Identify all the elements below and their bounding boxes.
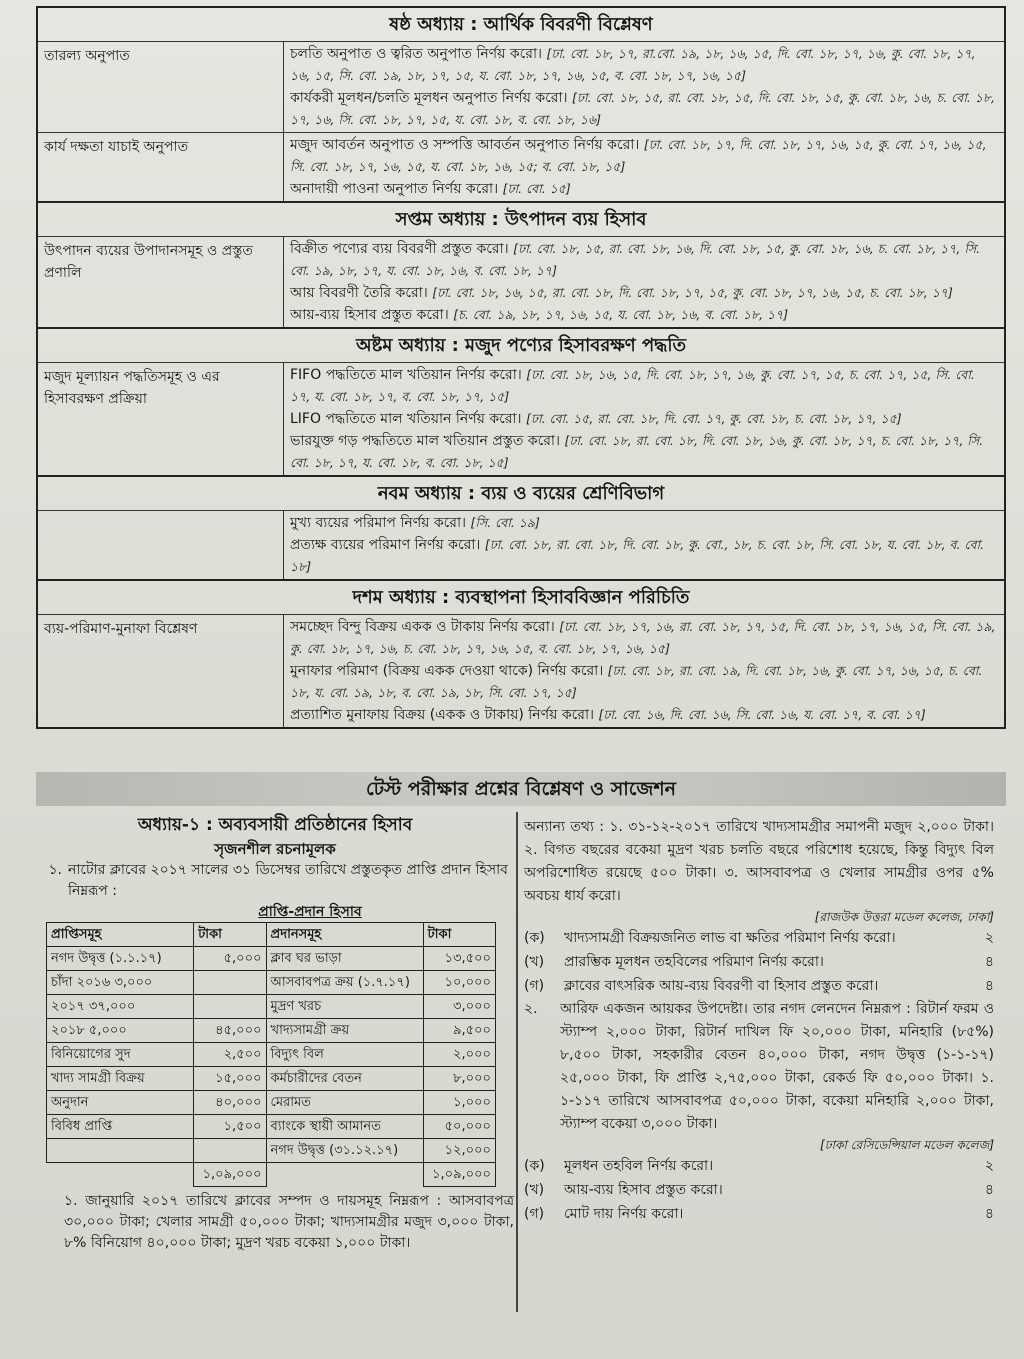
sub-question <box>524 974 994 998</box>
column-header: প্রদানসমূহ <box>266 923 423 947</box>
question-line: আয় বিবরণী তৈরি করো। [ঢা. বো. ১৮, ১৬, ১৫, রা. বো. ১৮, দি. বো. ১৮, ১৭, ১৫, কু. বো. ১৮, ১৭, ১৬, ১৫, চ. বো. ১৮, ১৭] <box>290 285 953 301</box>
chapter-10-title: দশম অধ্যায় : ব্যবস্থাপনা হিসাববিজ্ঞান পরিচিতি <box>38 579 1004 614</box>
marks: ৪ <box>984 1182 994 1198</box>
payment-item: বিদ্যুৎ বিল <box>266 1043 423 1067</box>
receipt-item: ২০১৮ ৫,০০০ <box>47 1019 194 1043</box>
chapter-heading: অধ্যায়-১ : অব্যবসায়ী প্রতিষ্ঠানের হিসাব <box>137 815 413 835</box>
questions-cell <box>284 511 1004 579</box>
question-line: কার্যকরী মূলধন/চলতি মূলধন অনুপাত নির্ণয় করো। [ঢা. বো. ১৮, ১৫, রা. বো. ১৮, ১৫, দি. বো. ১৮, ১৫, কু. বো. ১৮, ১৬, চ. বো. ১৮, ১৭, ১৬, সি. বো. ১৮, ১৭, ১৫, য. বো. ১৮, ব. বো. ১৮, ১৬] <box>290 90 995 127</box>
payment-amount: ৫০,০০০ <box>423 1115 495 1139</box>
question-line: প্রত্যক্ষ ব্যয়ের পরিমাণ নির্ণয় করো। [ঢা. বো. ১৮, রা. বো. ১৮, দি. বো. ১৮, কু. বো., ১৮, চ. বো. ১৮, সি. বো. ১৮, য. বো. ১৮, ব. বো. ১৮] <box>290 537 985 574</box>
sub-question-label: (খ) <box>524 1182 545 1198</box>
payment-item: আসবাবপত্র ক্রয় (১.৭.১৭) <box>266 971 423 995</box>
column-divider <box>516 812 518 1312</box>
payment-amount: ১২,০০০ <box>423 1139 495 1163</box>
syllabus-table <box>36 6 1006 729</box>
marks: ৪ <box>984 1206 994 1222</box>
table-row <box>47 1067 496 1091</box>
question-line: FIFO পদ্ধতিতে মাল খতিয়ান নির্ণয় করো। [ঢা. বো. ১৮, ১৬, ১৫, দি. বো. ১৮, ১৭, ১৬, কু. বো. ১৭, ১৫, চ. বো. ১৭, ১৫, সি. বো. ১৭, য. বো. ১৮, ১৭, ব. বো. ১৮, ১৭, ১৫] <box>290 367 975 404</box>
question-line: সমচ্ছেদ বিন্দু বিক্রয় একক ও টাকায় নির্ণয় করো। [ঢা. বো. ১৮, ১৭, ১৬, রা. বো. ১৮, ১৭, ১৫, দি. বো. ১৮, ১৭, ১৬, ১৫, সি. বো. ১৯, কু. বো. ১৮, ১৭, ১৬, চ. বো. ১৮, ১৭, ১৬, ১৫, ব. বো. ১৮, ১৭, ১৬, ১৫] <box>290 619 996 656</box>
question-line: ভারযুক্ত গড় পদ্ধতিতে মাল খতিয়ান প্রস্তুত করো। [ঢা. বো. ১৮, রা. বো. ১৮, দি. বো. ১৮, ১৬, কু. বো. ১৮, ১৭, চ. বো. ১৮, ১৭, সি. বো. ১৮, ১৭, য. বো. ১৮, ব. বো. ১৮, ১৫] <box>290 433 984 470</box>
sub-question-text: ক্লাবের বাৎসরিক আয়-ব্যয় বিবরণী বা হিসাব প্রস্তুত করো। <box>564 978 879 994</box>
sub-question-label: (গ) <box>524 1206 545 1222</box>
sub-question-text: মোট দায় নির্ণয় করো। <box>564 1206 684 1222</box>
receipt-item: নগদ উদ্বৃত্ত (১.১.১৭) <box>47 947 194 971</box>
chapter-7-row-1 <box>38 236 1004 327</box>
chapter-9-row-1 <box>38 510 1004 579</box>
payment-item: মেরামত <box>266 1091 423 1115</box>
chapter-8-title: অষ্টম অধ্যায় : মজুদ পণ্যের হিসাবরক্ষণ পদ্ধতি <box>38 327 1004 362</box>
table-total-row <box>47 1163 496 1187</box>
question-intro: নাটোর ক্লাবের ২০১৭ সালের ৩১ ডিসেম্বর তারিখে প্রস্তুতকৃত প্রাপ্তি প্রদান হিসাব নিম্নরূপ : <box>68 862 508 899</box>
institution-source: [ঢাকা রেসিডেন্সিয়াল মডেল কলেজ] <box>820 1138 994 1152</box>
question-line: LIFO পদ্ধতিতে মাল খতিয়ান নির্ণয় করো। [ঢা. বো. ১৫, রা. বো. ১৮, দি. বো. ১৭, কু. বো. ১৮, চ. বো. ১৮, ১৭, ১৫] <box>290 411 902 427</box>
question-1 <box>36 860 514 902</box>
payment-amount: ৯,৫০০ <box>423 1019 495 1043</box>
question-line: আয়-ব্যয় হিসাব প্রস্তুত করো। [চ. বো. ১৯, ১৮, ১৭, ১৬, ১৫, য. বো. ১৮, ১৬, ব. বো. ১৮, ১৭] <box>290 307 789 323</box>
topic-cell: তারল্য অনুপাত <box>38 42 284 132</box>
table-row <box>47 947 496 971</box>
questions-cell <box>284 237 1004 327</box>
chapter-6-row-2 <box>38 132 1004 201</box>
sub-question-text: মূলধন তহবিল নির্ণয় করো। <box>564 1158 714 1174</box>
table-row <box>47 1139 496 1163</box>
receipt-item: অনুদান <box>47 1091 194 1115</box>
questions-cell <box>284 363 1004 475</box>
question-line: অনাদায়ী পাওনা অনুপাত নির্ণয় করো। [ঢা. বো. ১৫] <box>290 181 571 197</box>
payment-amount: ৮,০০০ <box>423 1067 495 1091</box>
payment-amount: ১০,০০০ <box>423 971 495 995</box>
receipt-item: বিবিধ প্রাপ্তি <box>47 1115 194 1139</box>
receipt-amount <box>194 971 266 995</box>
table-row <box>47 971 496 995</box>
marks: ২ <box>984 1158 994 1174</box>
sub-question <box>524 926 994 950</box>
receipt-amount <box>194 995 266 1019</box>
payment-amount: ২,০০০ <box>423 1043 495 1067</box>
total-payments: ১,০৯,০০০ <box>423 1163 495 1187</box>
receipt-item: খাদ্য সামগ্রী বিক্রয় <box>47 1067 194 1091</box>
table-caption: প্রাপ্তি-প্রদান হিসাব <box>258 904 362 920</box>
sub-question-label: (খ) <box>524 954 545 970</box>
questions-cell <box>284 133 1004 201</box>
question-line: মজুদ আবর্তন অনুপাত ও সম্পত্তি আবর্তন অনুপাত নির্ণয় করো। [ঢা. বো. ১৮, ১৭, দি. বো. ১৮, ১৭, ১৬, ১৫, কু. বো. ১৭, ১৬, ১৫, সি. বো. ১৮, ১৭, ১৬, ১৫, য. বো. ১৮, ১৬, ১৫; ব. বো. ১৮, ১৫] <box>290 137 987 174</box>
chapter-7-title: সপ্তম অধ্যায় : উৎপাদন ব্যয় হিসাব <box>38 201 1004 236</box>
table-row <box>47 995 496 1019</box>
receipt-item: ২০১৭ ৩৭,০০০ <box>47 995 194 1019</box>
chapter-8-row-1 <box>38 362 1004 475</box>
sub-question <box>524 1178 994 1202</box>
topic-cell: মজুদ মূল্যায়ন পদ্ধতিসমূহ ও এর হিসাবরক্ষণ প্রক্রিয়া <box>38 363 284 475</box>
sub-question-label: (ক) <box>524 1158 545 1174</box>
question-line: মুখ্য ব্যয়ের পরিমাপ নির্ণয় করো। [সি. বো. ১৯] <box>290 515 540 531</box>
sub-question-text: প্রারম্ভিক মূলধন তহবিলের পরিমাণ নির্ণয় করো। <box>564 954 824 970</box>
question-line: চলতি অনুপাত ও ত্বরিত অনুপাত নির্ণয় করো। [ঢা. বো. ১৮, ১৭, রা.বো. ১৯, ১৮, ১৬, ১৫, দি. বো. ১৮, ১৭, ১৬, কু. বো. ১৮, ১৭, ১৬, ১৫, সি. বো. ১৯, ১৮, ১৭, ১৫, য. বো. ১৮, ১৭, ১৬, ১৫, ব. বো. ১৮, ১৭, ১৬, ১৫] <box>290 46 976 83</box>
table-row <box>47 1115 496 1139</box>
question-line: বিক্রীত পণ্যের ব্যয় বিবরণী প্রস্তুত করো। [ঢা. বো. ১৮, ১৫, রা. বো. ১৮, ১৬, দি. বো. ১৮, ১৫, কু. বো. ১৮, ১৬, চ. বো. ১৮, ১৭, সি. বো. ১৯, ১৮, ১৭, য. বো. ১৮, ১৬, ব. বো. ১৮, ১৭] <box>290 241 981 278</box>
question-number: ১. <box>48 862 62 878</box>
payment-amount: ১৩,৫০০ <box>423 947 495 971</box>
topic-cell: ব্যয়-পরিমাণ-মুনাফা বিশ্লেষণ <box>38 615 284 727</box>
payment-item: খাদ্যসামগ্রী ক্রয় <box>266 1019 423 1043</box>
sub-question <box>524 1154 994 1178</box>
payment-item: ক্লাব ঘর ভাড়া <box>266 947 423 971</box>
section-banner: টেস্ট পরীক্ষার প্রশ্নের বিশ্লেষণ ও সাজেশন <box>36 772 1006 806</box>
question-line: প্রত্যাশিত মুনাফায় বিক্রয় (একক ও টাকায়) নির্ণয় করো। [ঢা. বো. ১৬, দি. বো. ১৬, সি. বো. ১৬, য. বো. ১৭, ব. বো. ১৭] <box>290 707 926 723</box>
topic-cell <box>38 511 284 579</box>
receipt-amount: ৪৫,০০০ <box>194 1019 266 1043</box>
topic-cell: কার্য দক্ষতা যাচাই অনুপাত <box>38 133 284 201</box>
payment-amount: ১,০০০ <box>423 1091 495 1115</box>
receipt-amount: ২,৫০০ <box>194 1043 266 1067</box>
payment-item: কর্মচারীদের বেতন <box>266 1067 423 1091</box>
sub-question-label: (ক) <box>524 930 545 946</box>
institution-source: [রাজউক উত্তরা মডেল কলেজ, ঢাকা] <box>814 910 994 924</box>
left-column <box>36 812 514 1254</box>
receipt-item: বিনিয়োগের সুদ <box>47 1043 194 1067</box>
sub-question-label: (গ) <box>524 978 545 994</box>
payment-item: ব্যাংকে স্থায়ী আমানত <box>266 1115 423 1139</box>
topic-cell: উৎপাদন ব্যয়ের উপাদানসমূহ ও প্রস্তুত প্রণালি <box>38 237 284 327</box>
receipt-amount: ৫,০০০ <box>194 947 266 971</box>
payment-amount: ৩,০০০ <box>423 995 495 1019</box>
sub-question-text: আয়-ব্যয় হিসাব প্রস্তুত করো। <box>564 1182 723 1198</box>
marks: ২ <box>984 930 994 946</box>
section-heading: সৃজনশীল রচনামূলক <box>214 840 336 858</box>
receipt-amount: ৪০,০০০ <box>194 1091 266 1115</box>
receipt-item: চাঁদা ২০১৬ ৩,০০০ <box>47 971 194 995</box>
question-1-note: ১. জানুয়ারি ২০১৭ তারিখে ক্লাবের সম্পদ ও দায়সমূহ নিম্নরূপ : আসবাবপত্র ৩০,০০০ টাকা; খেলার সামগ্রী ৫০,০০০ টাকা; খাদ্যসামগ্রীর মজুদ ৩,০০০ টাকা, ৮% বিনিয়োগ ৪০,০০০ টাকা; মুদ্রণ খরচ বকেয়া ১,০০০ টাকা। <box>64 1193 514 1251</box>
table-row <box>47 1043 496 1067</box>
chapter-6-row-1 <box>38 41 1004 132</box>
right-column <box>524 816 994 1226</box>
sub-question-text: খাদ্যসামগ্রী বিক্রয়জনিত লাভ বা ক্ষতির পরিমাণ নির্ণয় করো। <box>564 930 896 946</box>
question-number: ২. <box>524 1001 538 1017</box>
receipts-payments-table <box>46 922 496 1187</box>
chapter-10-row-1 <box>38 614 1004 727</box>
receipt-amount: ১৫,০০০ <box>194 1067 266 1091</box>
column-header: প্রাপ্তিসমূহ <box>47 923 194 947</box>
column-header: টাকা <box>194 923 266 947</box>
total-receipts: ১,০৯,০০০ <box>194 1163 266 1187</box>
table-row <box>47 1019 496 1043</box>
questions-cell <box>284 42 1004 132</box>
table-header-row <box>47 923 496 947</box>
column-header: টাকা <box>423 923 495 947</box>
receipt-amount: ১,৫০০ <box>194 1115 266 1139</box>
chapter-6-title: ষষ্ঠ অধ্যায় : আর্থিক বিবরণী বিশ্লেষণ <box>389 14 653 35</box>
sub-question <box>524 1202 994 1226</box>
questions-cell <box>284 615 1004 727</box>
marks: ৪ <box>984 978 994 994</box>
payment-item: মুদ্রণ খরচ <box>266 995 423 1019</box>
question-line: মুনাফার পরিমাণ (বিক্রয় একক দেওয়া থাকে) নির্ণয় করো। [ঢা. বো. ১৮, রা. বো. ১৯, দি. বো. ১৮, ১৬, কু. বো. ১৭, ১৬, ১৫, চ. বো. ১৮, য. বো. ১৯, ১৮, ব. বো. ১৯, ১৮, সি. বো. ১৭, ১৫] <box>290 663 983 700</box>
other-information: অন্যান্য তথ্য : ১. ৩১-১২-২০১৭ তারিখে খাদ্যসামগ্রীর সমাপনী মজুদ ২,০০০ টাকা। ২. বিগত বছরের বকেয়া মুদ্রণ খরচ চলতি বছরে পরিশোধ হয়েছে, কিন্তু বিদ্যুৎ বিল অপরিশোধিত রয়েছে ৫০০ টাকা। ৩. আসবাবপত্র ও খেলার সামগ্রীর ওপর ৫% অবচয় ধার্য করো। <box>524 819 994 904</box>
chapter-9-title: নবম অধ্যায় : ব্যয় ও ব্যয়ের শ্রেণিবিভাগ <box>38 475 1004 510</box>
table-row <box>47 1091 496 1115</box>
receipt-amount <box>194 1139 266 1163</box>
marks: ৪ <box>984 954 994 970</box>
question-2 <box>524 998 994 1136</box>
sub-question <box>524 950 994 974</box>
payment-item: নগদ উদ্বৃত্ত (৩১.১২.১৭) <box>266 1139 423 1163</box>
question-2-text: আরিফ একজন আয়কর উপদেষ্টা। তার নগদ লেনদেন নিম্নরূপ : রিটার্ন ফরম ও স্ট্যাম্প ২,০০০ টাকা, রিটার্ন দাখিল ফি ২০,০০০ টাকা, মনিহারি (৮৫%) ৮,৫০০ টাকা, সহকারীর বেতন ৪০,০০০ টাকা, নগদ উদ্বৃত্ত (১-১-১৭) ২৫,০০০ টাকা, ফি প্রাপ্তি ২,৭৫,০০০ টাকা, রেকর্ড ফি ৫০,০০০ টাকা। ১. ১-১১৭ তারিখে আসবাবপত্র ৫০,০০০ টাকা, বকেয়া মনিহারি ২,০০০ টাকা, স্ট্যাম্প বকেয়া ৩,০০০ টাকা। <box>560 1001 994 1132</box>
receipt-item <box>47 1139 194 1163</box>
